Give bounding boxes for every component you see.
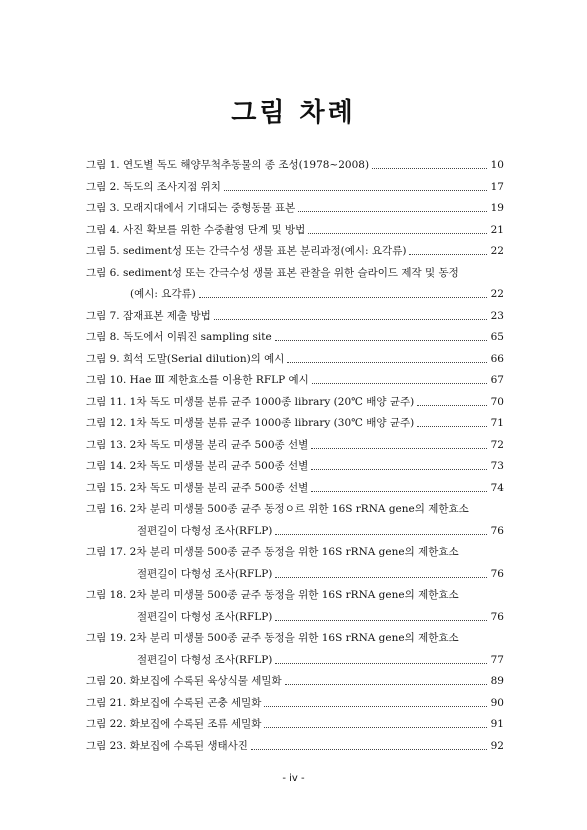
entry-label: 그림 5. sediment성 또는 간극수성 생물 표본 분리과정(예시: 요각류) [86,245,407,257]
dot-leader [311,491,487,492]
entry-label: 그림 21. 화보집에 수록된 곤충 세밀화 [86,696,262,709]
entry-label: 그림 12. 1차 독도 미생물 분류 균주 1000종 library (30℃ 배양 균주) [86,417,415,429]
entry-page: 72 [490,438,504,451]
entry-page: 10 [490,159,504,171]
toc-entry[interactable] [86,198,504,220]
toc-entry[interactable] [86,220,504,242]
toc-entry[interactable] [86,499,504,542]
entry-label-continued: (예시: 요각류) [130,288,196,300]
entry-label: 그림 16. 2차 분리 미생물 500종 균주 동정ㅇ르 위한 16S rRNA gene의 제한효소 [86,503,469,515]
toc-entry[interactable] [86,349,504,371]
dot-leader [311,448,487,449]
dot-leader [275,620,487,621]
entry-page: 67 [490,374,504,386]
dot-leader [308,233,487,234]
entry-page: 66 [490,352,504,365]
dot-leader [224,190,487,191]
entry-label: 그림 10. Hae Ⅲ 제한효소를 이용한 RFLP 예시 [86,374,309,386]
entry-page: 77 [490,653,504,666]
toc-entry[interactable] [86,413,504,435]
entry-page: 21 [490,223,504,236]
entry-page: 23 [490,309,504,322]
dot-leader [275,577,487,578]
entry-label: 그림 23. 화보집에 수록된 생태사진 [86,739,248,752]
dot-leader [264,706,487,707]
entry-label: 그림 22. 화보집에 수록된 조류 세밀화 [86,718,262,730]
toc-entry[interactable] [86,542,504,585]
entry-label-continued: 절편길이 다형성 조사(RFLP) [137,567,273,580]
entry-label: 그림 2. 독도의 조사지점 위치 [86,180,221,193]
entry-label: 그림 14. 2차 독도 미생물 분리 균주 500종 선별 [86,460,309,472]
dot-leader [285,684,487,685]
entry-page: 19 [490,202,504,214]
entry-label: 그림 20. 화보집에 수록된 육상식물 세밀화 [86,675,282,687]
toc-entry[interactable] [86,736,504,758]
entry-page: 91 [490,718,504,730]
entry-label: 그림 4. 사진 확보를 위한 수중촬영 단계 및 방법 [86,223,306,236]
dot-leader [275,534,487,535]
entry-page: 70 [490,395,504,408]
entry-label: 그림 18. 2차 분리 미생물 500종 균주 동정을 위한 16S rRNA gene의 제한효소 [86,589,459,601]
toc-entry[interactable] [86,370,504,392]
toc-entry[interactable] [86,306,504,328]
entry-page: 73 [490,460,504,472]
entry-label-continued: 절편길이 다형성 조사(RFLP) [137,653,273,666]
toc-entry[interactable] [86,435,504,457]
dot-leader [372,168,487,169]
entry-label-continued: 절편길이 다형성 조사(RFLP) [137,610,273,623]
dot-leader [264,727,487,728]
entry-page: 92 [490,739,504,752]
entry-page: 76 [490,610,504,623]
dot-leader [275,663,487,664]
entry-label: 그림 11. 1차 독도 미생물 분류 균주 1000종 library (20℃ 배양 균주) [86,395,415,408]
page-number: - iv - [282,773,305,784]
entry-label: 그림 19. 2차 분리 미생물 500종 균주 동정을 위한 16S rRNA gene의 제한효소 [86,632,459,644]
entry-page: 76 [490,567,504,580]
entry-label: 그림 3. 모래지대에서 기대되는 중형동물 표본 [86,202,296,214]
entry-label-continued: 절편길이 다형성 조사(RFLP) [137,524,273,537]
entry-label: 그림 1. 연도별 독도 해양무척추동물의 종 조성(1978~2008) [86,159,370,171]
entry-page: 17 [490,180,504,193]
dot-leader [409,254,487,255]
entry-label: 그림 6. sediment성 또는 간극수성 생물 표본 관찰을 위한 슬라이드 제작 및 동정 [86,266,459,279]
dot-leader [298,211,487,212]
dot-leader [287,362,487,363]
entry-page: 22 [490,245,504,257]
dot-leader [312,383,487,384]
entry-label: 그림 13. 2차 독도 미생물 분리 균주 500종 선별 [86,438,309,451]
toc-entry[interactable] [86,263,504,306]
toc-entry[interactable] [86,585,504,628]
page-title: 그림 차례 [231,98,356,128]
toc-entry[interactable] [86,456,504,478]
toc-entry[interactable] [86,392,504,414]
entry-label: 그림 7. 잠재표본 제출 방법 [86,309,211,322]
toc-entry[interactable] [86,714,504,736]
toc-entry[interactable] [86,628,504,671]
toc-entry[interactable] [86,671,504,693]
entry-label: 그림 17. 2차 분리 미생물 500종 균주 동정을 위한 16S rRNA gene의 제한효소 [86,546,459,558]
dot-leader [275,340,487,341]
toc-entry[interactable] [86,241,504,263]
entry-label: 그림 8. 독도에서 이뤄진 sampling site [86,331,272,343]
toc-entry[interactable] [86,478,504,500]
entry-page: 90 [490,696,504,709]
entry-page: 89 [490,675,504,687]
entry-page: 74 [490,481,504,494]
entry-page: 71 [490,417,504,429]
dot-leader [214,319,487,320]
dot-leader [417,426,487,427]
figure-list [86,155,504,757]
toc-entry[interactable] [86,693,504,715]
toc-entry[interactable] [86,327,504,349]
toc-entry[interactable] [86,177,504,199]
entry-page: 22 [490,288,504,300]
dot-leader [311,469,487,470]
entry-page: 65 [490,331,504,343]
entry-label: 그림 15. 2차 독도 미생물 분리 균주 500종 선별 [86,481,309,494]
entry-page: 76 [490,524,504,537]
toc-entry[interactable] [86,155,504,177]
entry-label: 그림 9. 희석 도말(Serial dilution)의 예시 [86,352,285,365]
dot-leader [251,749,487,750]
dot-leader [417,405,487,406]
dot-leader [199,297,487,298]
